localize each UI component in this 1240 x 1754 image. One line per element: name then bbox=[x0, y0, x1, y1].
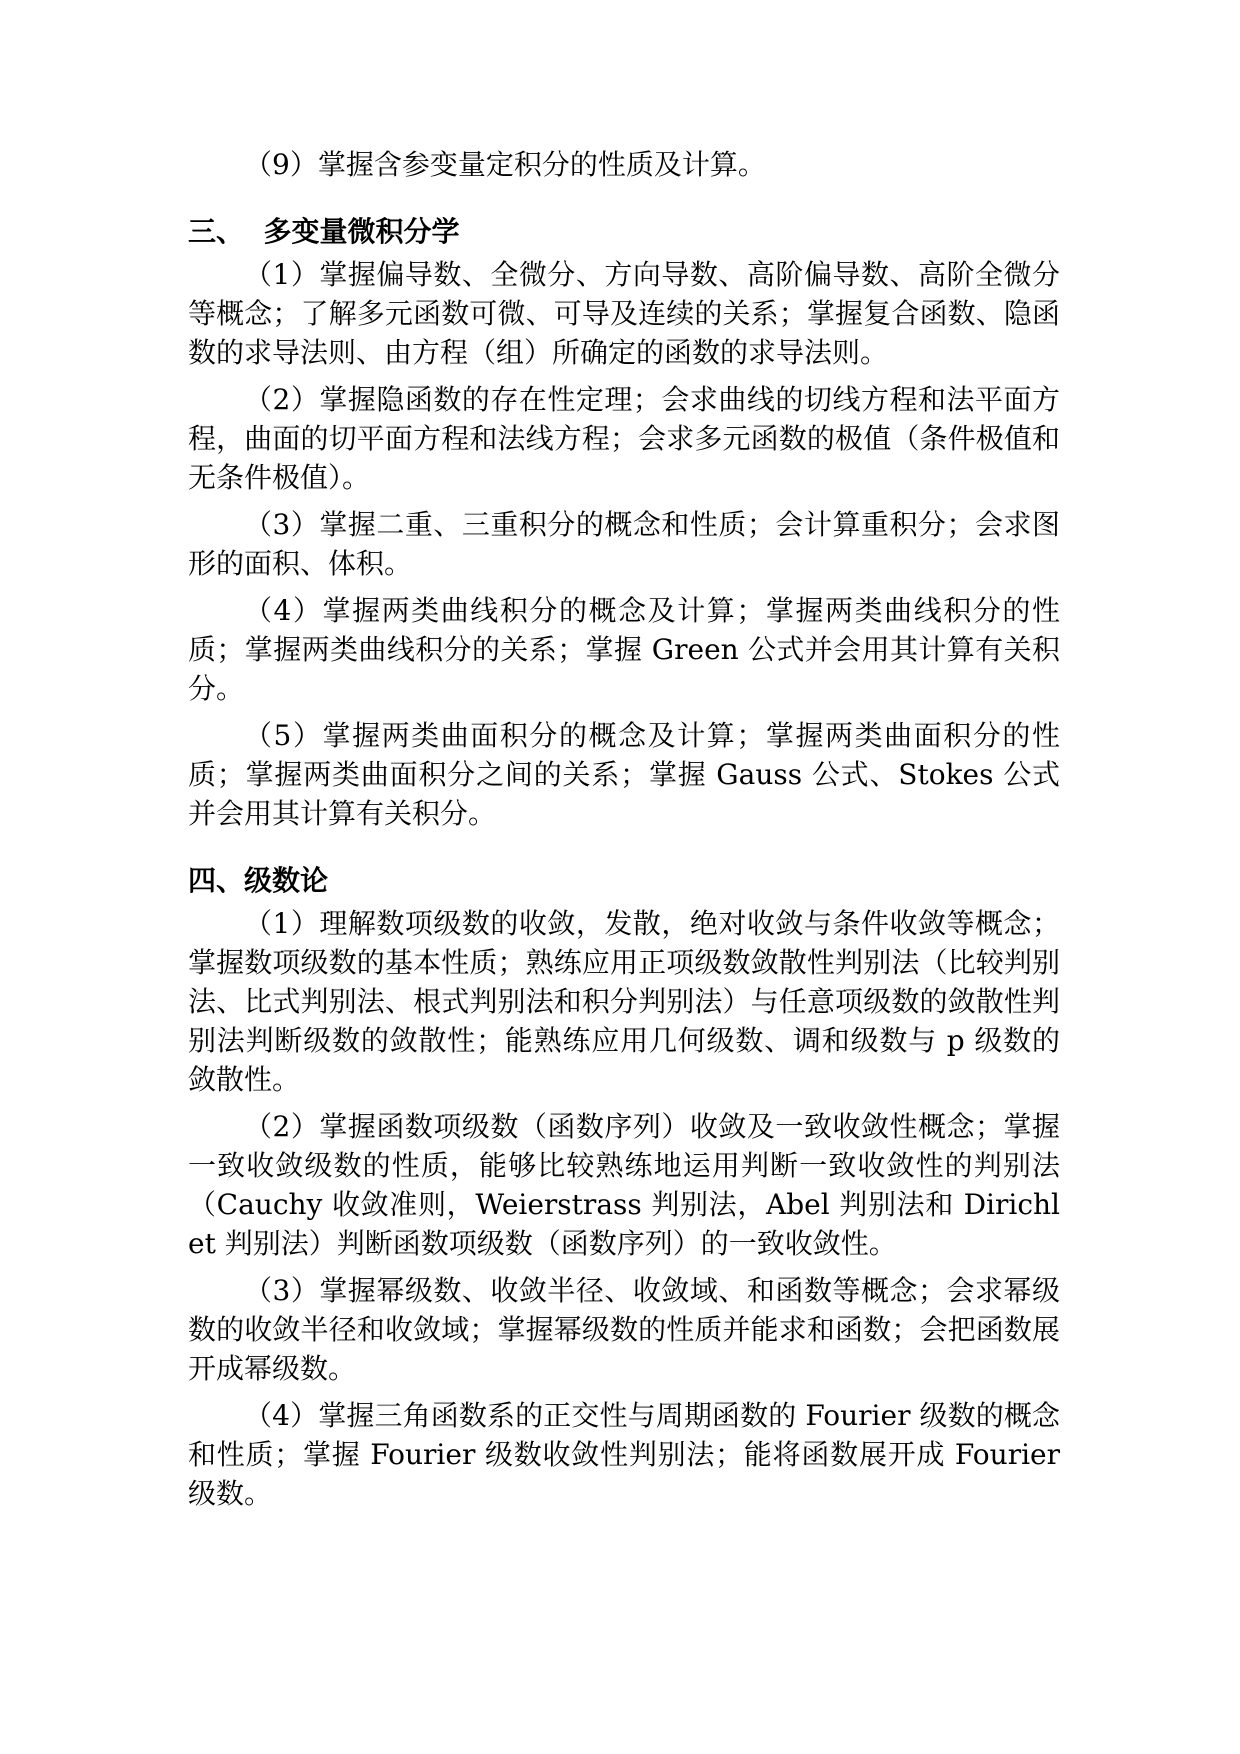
list-item: （5）掌握两类曲面积分的概念及计算；掌握两类曲面积分的性质；掌握两类曲面积分之间的关系；掌握 Gauss 公式、Stokes 公式并会用其计算有关积分。 bbox=[188, 719, 1060, 830]
page-content bbox=[188, 145, 1060, 1521]
section-multivariable-calculus bbox=[188, 212, 1060, 833]
list-item: （4）掌握三角函数系的正交性与周期函数的 Fourier 级数的概念和性质；掌握 Fourier 级数收敛性判别法；能将函数展开成 Fourier 级数。 bbox=[188, 1399, 1060, 1510]
list-item: （2）掌握隐函数的存在性定理；会求曲线的切线方程和法平面方程，曲面的切平面方程和法线方程；会求多元函数的极值（条件极值和无条件极值）。 bbox=[188, 383, 1060, 494]
intro-item: （9）掌握含参变量定积分的性质及计算。 bbox=[244, 148, 766, 181]
list-item: （3）掌握幂级数、收敛半径、收敛域、和函数等概念；会求幂级数的收敛半径和收敛域；掌握幂级数的性质并能求和函数；会把函数展开成幂级数。 bbox=[188, 1274, 1060, 1385]
list-item: （2）掌握函数项级数（函数序列）收敛及一致收敛性概念；掌握一致收敛级数的性质，能够比较熟练地运用判断一致收敛性的判别法（Cauchy 收敛准则，Weierstrass 判别法，Abel 判别法和 Dirichlet 判别法）判断函数项级数（函数序列）的一致收敛性。 bbox=[188, 1110, 1060, 1260]
list-item: （1）理解数项级数的收敛，发散，绝对收敛与条件收敛等概念；掌握数项级数的基本性质；熟练应用正项级数敛散性判别法（比较判别法、比式判别法、根式判别法和积分判别法）与任意项级数的敛散性判别法判断级数的敛散性；能熟练应用几何级数、调和级数与 p 级数的敛散性。 bbox=[188, 907, 1060, 1096]
list-item: （3）掌握二重、三重积分的概念和性质；会计算重积分；会求图形的面积、体积。 bbox=[188, 508, 1060, 580]
section-heading: 三、 多变量微积分学 bbox=[188, 215, 460, 248]
section-series-theory bbox=[188, 861, 1060, 1513]
list-item: （1）掌握偏导数、全微分、方向导数、高阶偏导数、高阶全微分等概念；了解多元函数可微、可导及连续的关系；掌握复合函数、隐函数的求导法则、由方程（组）所确定的函数的求导法则。 bbox=[188, 258, 1060, 369]
section-heading: 四、级数论 bbox=[188, 864, 329, 897]
list-item: （4）掌握两类曲线积分的概念及计算；掌握两类曲线积分的性质；掌握两类曲线积分的关系；掌握 Green 公式并会用其计算有关积分。 bbox=[188, 594, 1060, 705]
